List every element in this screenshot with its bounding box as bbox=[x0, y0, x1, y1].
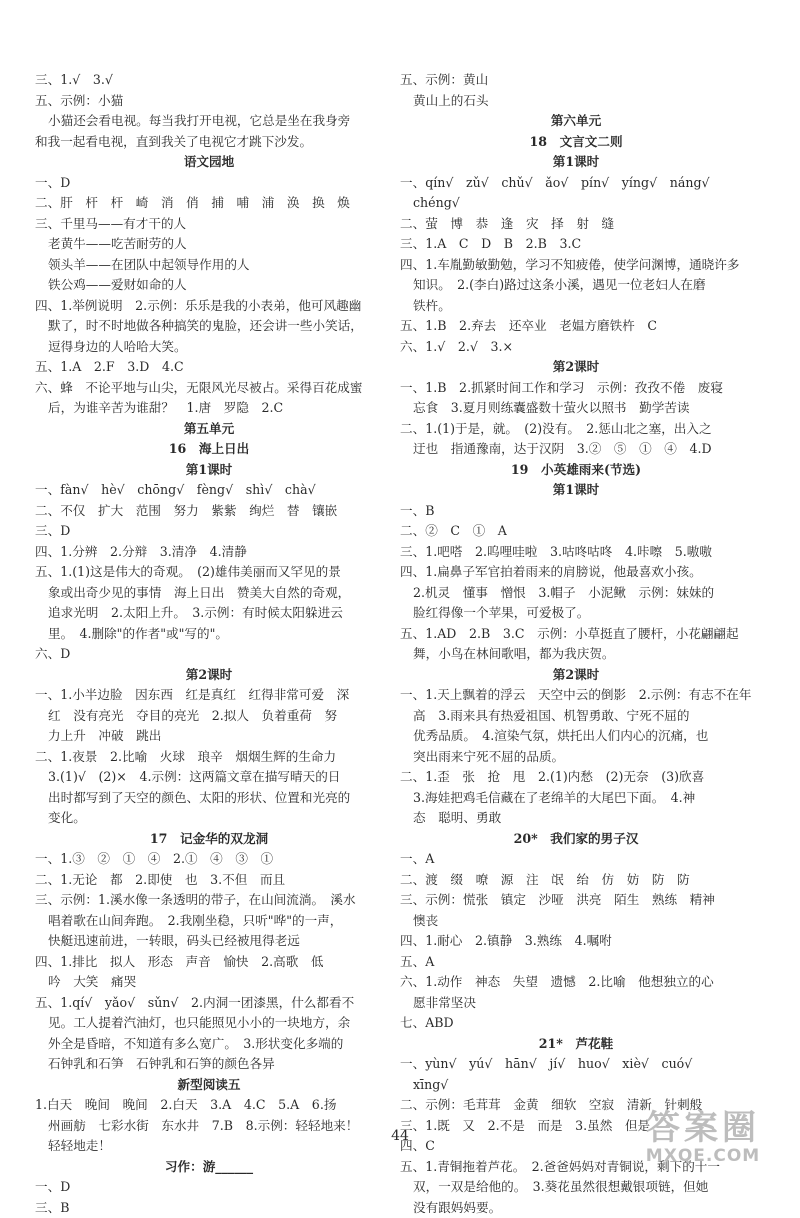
answer-line: 四、1.排比 拟人 形态 声音 愉快 2.高歌 低 bbox=[35, 952, 383, 973]
answer-line: 石钟乳和石笋 石钟乳和石笋的颜色各异 bbox=[35, 1054, 383, 1075]
answer-line: 优秀品质。 4.渲染气氛，烘托出人们内心的沉痛，也 bbox=[400, 726, 752, 747]
answer-line: 红 没有亮光 夺目的亮光 2.拟人 负着重荷 努 bbox=[35, 706, 383, 727]
section-heading: 第2课时 bbox=[400, 357, 752, 378]
answer-line: 一、A bbox=[400, 849, 752, 870]
answer-line: 2.机灵 懂事 憎恨 3.帽子 小泥鳅 示例：妹妹的 bbox=[400, 583, 752, 604]
answer-line: 三、1.既 又 2.不是 而是 3.虽然 但是 bbox=[400, 1116, 752, 1137]
answer-line: 一、B bbox=[400, 501, 752, 522]
answer-line: 二、示例：毛茸茸 金黄 细软 空寂 清新 针刺般 bbox=[400, 1095, 752, 1116]
section-heading: 第五单元 bbox=[35, 419, 383, 440]
answer-line: 六、蜂 不论平地与山尖，无限风光尽被占。采得百花成蜜 bbox=[35, 378, 383, 399]
answer-line: 五、1.(1)这是伟大的奇观。 (2)雄伟美丽而又罕见的景 bbox=[35, 562, 383, 583]
answer-line: 一、1.B 2.抓紧时间工作和学习 示例：孜孜不倦 废寝 bbox=[400, 378, 752, 399]
answer-line: 三、1.吧嗒 2.呜哩哇啦 3.咕咚咕咚 4.咔嚓 5.嗷嗷 bbox=[400, 542, 752, 563]
section-heading: 17 记金华的双龙洞 bbox=[35, 829, 383, 850]
answer-line: 四、1.举例说明 2.示例：乐乐是我的小表弟，他可风趣幽 bbox=[35, 296, 383, 317]
answer-line: 和我一起看电视，直到我关了电视它才跳下沙发。 bbox=[35, 132, 383, 153]
answer-line: 四、1.分辨 2.分辩 3.清净 4.清静 bbox=[35, 542, 383, 563]
answer-line: 3.(1)√ (2)× 4.示例：这两篇文章在描写晴天的日 bbox=[35, 767, 383, 788]
answer-line: chéng√ bbox=[400, 193, 752, 214]
answer-line: 三、D bbox=[35, 521, 383, 542]
answer-line: 州画舫 七彩水街 东水井 7.B 8.示例：轻轻地来！ bbox=[35, 1116, 383, 1137]
answer-line: 1.白天 晚间 晚间 2.白天 3.A 4.C 5.A 6.扬 bbox=[35, 1095, 383, 1116]
answer-line: 一、1.小半边脸 因东西 红是真红 红得非常可爱 深 bbox=[35, 685, 383, 706]
answer-line: 五、1.A 2.F 3.D 4.C bbox=[35, 357, 383, 378]
answer-line: 迂也 指通豫南，达于汉阴 3.② ⑤ ① ④ 4.D bbox=[400, 439, 752, 460]
right-column bbox=[400, 70, 752, 1218]
left-column bbox=[35, 70, 383, 1218]
section-heading: 第2课时 bbox=[35, 665, 383, 686]
answer-line: 三、示例：1.溪水像一条透明的带子，在山间流淌。 溪水 bbox=[35, 890, 383, 911]
section-heading: 第六单元 bbox=[400, 111, 752, 132]
answer-line: 双，一双是给他的。 3.葵花虽然很想戴银项链，但她 bbox=[400, 1177, 752, 1198]
answer-line: 五、示例：黄山 bbox=[400, 70, 752, 91]
answer-line: 三、B bbox=[35, 1198, 383, 1218]
answer-line: 变化。 bbox=[35, 808, 383, 829]
section-heading: 21* 芦花鞋 bbox=[400, 1034, 752, 1055]
answer-line: 追求光明 2.太阳上升。 3.示例：有时候太阳躲进云 bbox=[35, 603, 383, 624]
answer-line: 二、不仅 扩大 范围 努力 紫紫 绚烂 替 镶嵌 bbox=[35, 501, 383, 522]
answer-line: 二、1.夜景 2.比喻 火球 琅辛 烟烟生辉的生命力 bbox=[35, 747, 383, 768]
answer-line: 二、肝 杆 杆 崎 消 俏 捕 哺 浦 涣 换 焕 bbox=[35, 193, 383, 214]
section-heading: 16 海上日出 bbox=[35, 439, 383, 460]
answer-line: 突出雨来宁死不屈的品质。 bbox=[400, 747, 752, 768]
answer-line: 六、D bbox=[35, 644, 383, 665]
answer-line: 忘食 3.夏月则练囊盛数十萤火以照书 勤学苦读 bbox=[400, 398, 752, 419]
answer-line: 逗得身边的人哈哈大笑。 bbox=[35, 337, 383, 358]
answer-line: 外全是昏暗，不知道有多么宽广。 3.形状变化多端的 bbox=[35, 1034, 383, 1055]
answer-line: 高 3.雨来具有热爱祖国、机智勇敢、宁死不屈的 bbox=[400, 706, 752, 727]
answer-line: 二、② C ① A bbox=[400, 521, 752, 542]
section-heading: 19 小英雄雨来(节选) bbox=[400, 460, 752, 481]
section-heading: 第1课时 bbox=[35, 460, 383, 481]
answer-line: 里。 4.删除"的作者"或"写的"。 bbox=[35, 624, 383, 645]
section-heading: 语文园地 bbox=[35, 152, 383, 173]
answer-line: 二、萤 博 恭 逢 灾 择 射 缝 bbox=[400, 214, 752, 235]
answer-line: 一、1.天上飘着的浮云 天空中云的倒影 2.示例：有志不在年 bbox=[400, 685, 752, 706]
answer-line: 五、1.AD 2.B 3.C 示例：小草挺直了腰杆，小花翩翩起 bbox=[400, 624, 752, 645]
answer-line: 一、D bbox=[35, 173, 383, 194]
answer-line: 六、1.√ 2.√ 3.× bbox=[400, 337, 752, 358]
answer-line: 知识。 2.(李白)路过这条小溪，遇见一位老妇人在磨 bbox=[400, 275, 752, 296]
answer-line: 态 聪明、勇敢 bbox=[400, 808, 752, 829]
answer-line: 舞，小鸟在林间歌唱，都为我庆贺。 bbox=[400, 644, 752, 665]
answer-line: 三、1.√ 3.√ bbox=[35, 70, 383, 91]
answer-line: 快艇迅速前进，一转眼，码头已经被甩得老远 bbox=[35, 931, 383, 952]
answer-line: 小猫还会看电视。每当我打开电视，它总是坐在我身旁 bbox=[35, 111, 383, 132]
answer-line: 吟 大笑 痛哭 bbox=[35, 972, 383, 993]
answer-line: 五、1.B 2.弃去 还卒业 老媪方磨铁杵 C bbox=[400, 316, 752, 337]
answer-line: 四、1.耐心 2.镇静 3.熟练 4.嘱咐 bbox=[400, 931, 752, 952]
answer-line: 一、yùn√ yú√ hān√ jí√ huo√ xiè√ cuó√ bbox=[400, 1054, 752, 1075]
answer-line: 懊丧 bbox=[400, 911, 752, 932]
answer-line: 铁杵。 bbox=[400, 296, 752, 317]
answer-line: xīng√ bbox=[400, 1075, 752, 1096]
answer-line: 一、1.③ ② ① ④ 2.① ④ ③ ① bbox=[35, 849, 383, 870]
answer-line: 脸红得像一个苹果，可爱极了。 bbox=[400, 603, 752, 624]
answer-line: 六、1.动作 神态 失望 遗憾 2.比喻 他想独立的心 bbox=[400, 972, 752, 993]
answer-line: 三、1.A C D B 2.B 3.C bbox=[400, 234, 752, 255]
watermark-logo bbox=[612, 1108, 794, 1168]
section-heading: 新型阅读五 bbox=[35, 1075, 383, 1096]
section-heading: 习作：游______ bbox=[35, 1157, 383, 1178]
answer-line: 见。工人提着汽油灯，也只能照见小小的一块地方，余 bbox=[35, 1013, 383, 1034]
answer-line: 老黄牛——吃苦耐劳的人 bbox=[35, 234, 383, 255]
answer-line: 三、示例：慌张 镇定 沙哑 洪亮 陌生 熟练 精神 bbox=[400, 890, 752, 911]
answer-line: 3.海娃把鸡毛信藏在了老绵羊的大尾巴下面。 4.神 bbox=[400, 788, 752, 809]
watermark-title: 答案圈 bbox=[612, 1108, 794, 1148]
answer-line: 五、A bbox=[400, 952, 752, 973]
answer-line: 铁公鸡——爱财如命的人 bbox=[35, 275, 383, 296]
answer-line: 五、示例：小猫 bbox=[35, 91, 383, 112]
section-heading: 第1课时 bbox=[400, 152, 752, 173]
answer-line: 象或出奇少见的事情 海上日出 赞美大自然的奇观， bbox=[35, 583, 383, 604]
answer-line: 七、ABD bbox=[400, 1013, 752, 1034]
answer-line: 领头羊——在团队中起领导作用的人 bbox=[35, 255, 383, 276]
answer-line: 二、1.(1)于是，就。 (2)没有。 2.惩山北之塞，出入之 bbox=[400, 419, 752, 440]
answer-line: 五、1.青铜拖着芦花。 2.爸爸妈妈对青铜说，剩下的十一 bbox=[400, 1157, 752, 1178]
watermark-url: MXQE.COM bbox=[612, 1146, 794, 1166]
answer-line: 一、fàn√ hè√ chōng√ fèng√ shì√ chà√ bbox=[35, 480, 383, 501]
section-heading: 18 文言文二则 bbox=[400, 132, 752, 153]
section-heading: 20* 我们家的男子汉 bbox=[400, 829, 752, 850]
answer-line: 一、D bbox=[35, 1177, 383, 1198]
answer-line: 后，为谁辛苦为谁甜？ 1.唐 罗隐 2.C bbox=[35, 398, 383, 419]
section-heading: 第1课时 bbox=[400, 480, 752, 501]
answer-line: 五、1.qí√ yǎo√ sǔn√ 2.内洞一团漆黑，什么都看不 bbox=[35, 993, 383, 1014]
page-number: 44 bbox=[0, 1128, 800, 1144]
answer-line: 二、1.无论 都 2.即使 也 3.不但 而且 bbox=[35, 870, 383, 891]
answer-line: 二、渡 缀 嘹 源 注 氓 绐 仿 妨 防 防 bbox=[400, 870, 752, 891]
answer-line: 默了，时不时地做各种搞笑的鬼脸，还会讲一些小笑话， bbox=[35, 316, 383, 337]
section-heading: 第2课时 bbox=[400, 665, 752, 686]
answer-line: 一、qín√ zǔ√ chǔ√ ǎo√ pín√ yíng√ náng√ bbox=[400, 173, 752, 194]
answer-line: 四、1.车胤勤敏勤勉，学习不知疲倦，使学问渊博，通晓许多 bbox=[400, 255, 752, 276]
answer-line: 愿非常坚决 bbox=[400, 993, 752, 1014]
answer-line: 二、1.歪 张 抢 甩 2.(1)内愁 (2)无奈 (3)欣喜 bbox=[400, 767, 752, 788]
answer-line: 三、千里马——有才干的人 bbox=[35, 214, 383, 235]
answer-line: 没有跟妈妈要。 bbox=[400, 1198, 752, 1218]
answer-line: 唱着歌在山间奔跑。 2.我刚坐稳，只听"哗"的一声， bbox=[35, 911, 383, 932]
answer-line: 四、C bbox=[400, 1136, 752, 1157]
answer-line: 黄山上的石头 bbox=[400, 91, 752, 112]
answer-line: 出时都写到了天空的颜色、太阳的形状、位置和光亮的 bbox=[35, 788, 383, 809]
answer-line: 四、1.扁鼻子军官拍着雨来的肩膀说，他最喜欢小孩。 bbox=[400, 562, 752, 583]
answer-line: 轻轻地走！ bbox=[35, 1136, 383, 1157]
answer-line: 力上升 冲破 跳出 bbox=[35, 726, 383, 747]
